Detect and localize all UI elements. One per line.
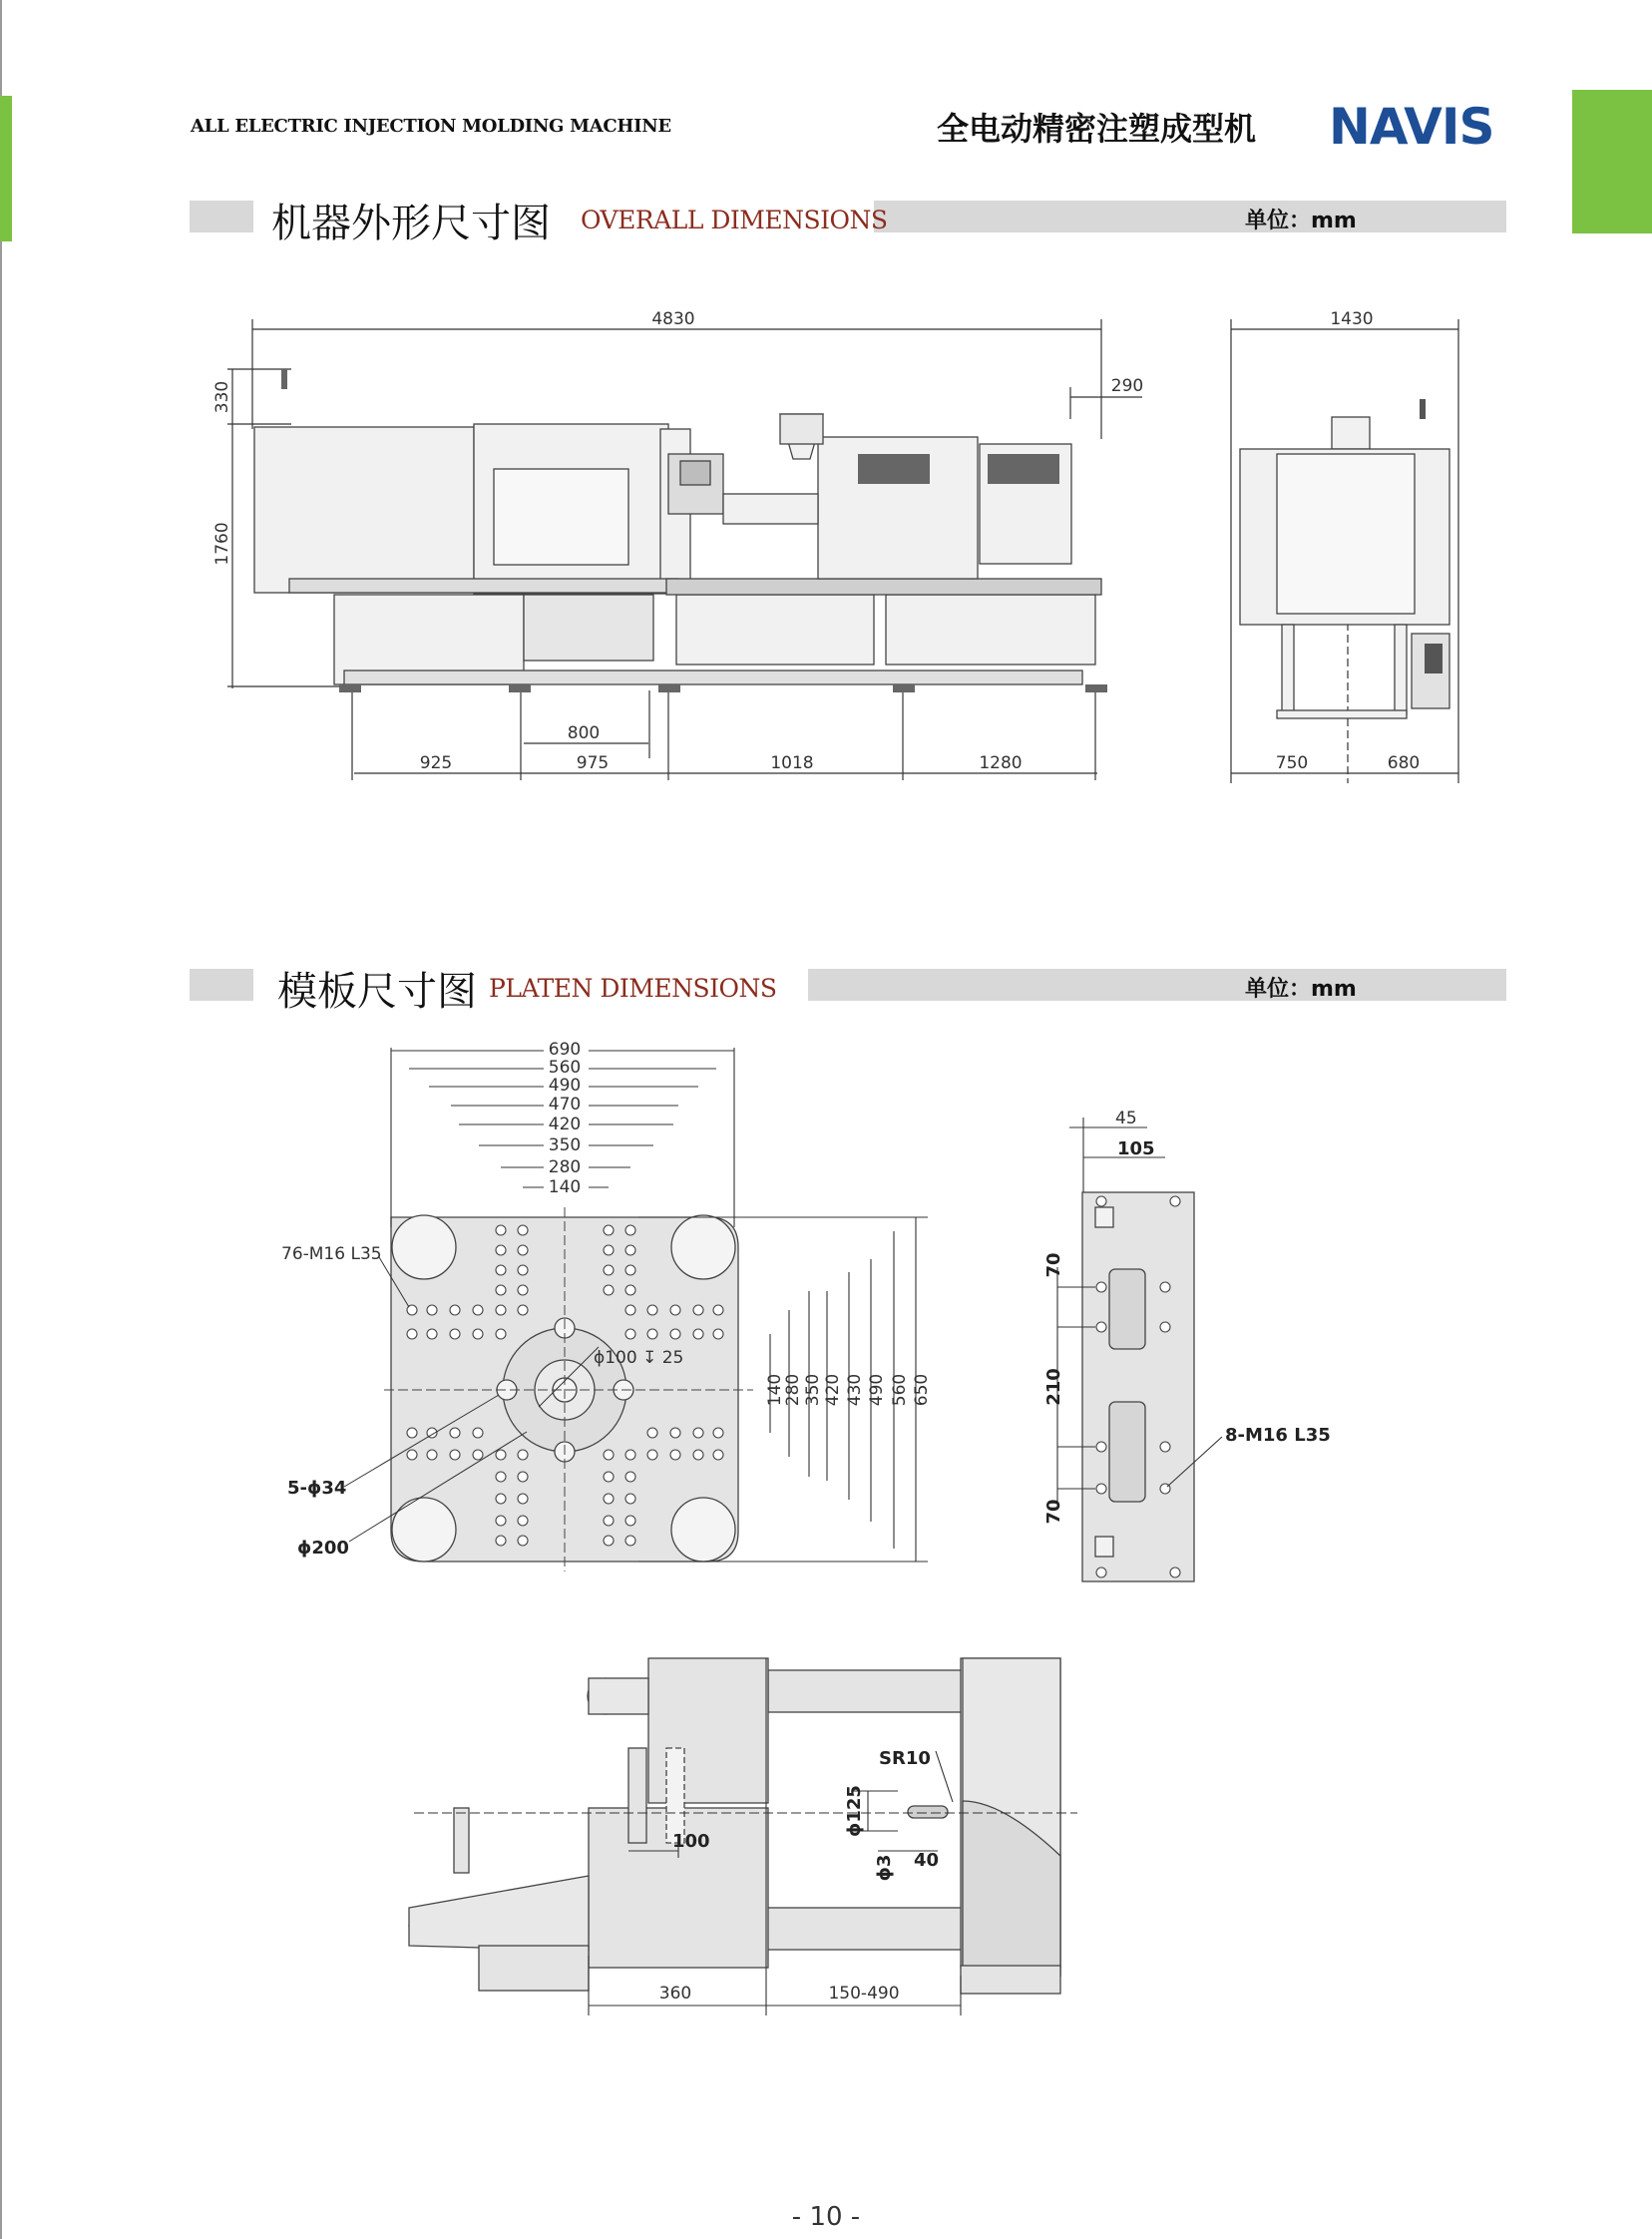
- side-70-top: 70: [1043, 1252, 1064, 1278]
- overall-unit: 单位：mm: [1245, 209, 1357, 233]
- dim-4830: 4830: [651, 309, 695, 329]
- brand-logo: NAVIS: [1329, 98, 1494, 156]
- dim-1280: 1280: [979, 753, 1023, 773]
- vdim-560: 560: [890, 1373, 910, 1407]
- dim-1018: 1018: [770, 753, 814, 773]
- overall-title-cn: 机器外形尺寸图: [271, 201, 551, 246]
- vdim-420: 420: [823, 1373, 843, 1407]
- dim-140: 140: [548, 1177, 582, 1197]
- side-45: 45: [1115, 1109, 1137, 1128]
- dim-750: 750: [1275, 753, 1309, 773]
- dim-690: 690: [548, 1040, 582, 1060]
- dim-stroke: 150-490: [828, 1984, 900, 2004]
- label-phi3: ϕ3: [874, 1854, 895, 1882]
- label-center: ϕ100 ↧ 25: [594, 1348, 684, 1368]
- page-number: - 10 -: [791, 2202, 861, 2232]
- vdim-280: 280: [783, 1373, 803, 1407]
- label-100: 100: [672, 1831, 710, 1852]
- dim-290: 290: [1110, 376, 1144, 396]
- dim-800: 800: [567, 723, 601, 743]
- label-holes: 5-ϕ34: [287, 1478, 347, 1499]
- vdim-140: 140: [765, 1373, 785, 1407]
- label-40: 40: [914, 1850, 940, 1871]
- side-tapped: 8-M16 L35: [1225, 1425, 1331, 1446]
- dim-330: 330: [212, 380, 232, 414]
- side-105: 105: [1117, 1138, 1155, 1159]
- dim-975: 975: [576, 753, 610, 773]
- vdim-490: 490: [867, 1373, 887, 1407]
- dim-1760: 1760: [212, 522, 232, 566]
- dim-560: 560: [548, 1058, 582, 1078]
- header-left-title: ALL ELECTRIC INJECTION MOLDING MACHINE: [191, 116, 671, 137]
- dim-280: 280: [548, 1157, 582, 1177]
- vdim-430: 430: [845, 1373, 865, 1407]
- vdim-650: 650: [912, 1373, 932, 1407]
- platen-title-cn: 模板尺寸图: [277, 969, 477, 1015]
- platen-unit: 单位：mm: [1245, 977, 1357, 1002]
- dim-1430: 1430: [1330, 309, 1374, 329]
- dim-925: 925: [419, 753, 453, 773]
- vdim-350: 350: [803, 1373, 823, 1407]
- overall-title-en: OVERALL DIMENSIONS: [581, 206, 888, 234]
- dim-470: 470: [548, 1095, 582, 1115]
- label-tapped: 76-M16 L35: [281, 1244, 382, 1264]
- label-phi125: ϕ125: [844, 1785, 865, 1837]
- dim-350: 350: [548, 1135, 582, 1155]
- dim-360: 360: [658, 1984, 692, 2004]
- dim-680: 680: [1387, 753, 1421, 773]
- side-210: 210: [1043, 1368, 1064, 1406]
- label-ring: ϕ200: [297, 1538, 349, 1559]
- dim-490: 490: [548, 1076, 582, 1096]
- header-cn-title: 全电动精密注塑成型机: [937, 110, 1257, 148]
- side-70-bottom: 70: [1043, 1499, 1064, 1525]
- dim-420: 420: [548, 1115, 582, 1134]
- label-sr10: SR10: [879, 1748, 931, 1769]
- platen-title-en: PLATEN DIMENSIONS: [489, 974, 777, 1003]
